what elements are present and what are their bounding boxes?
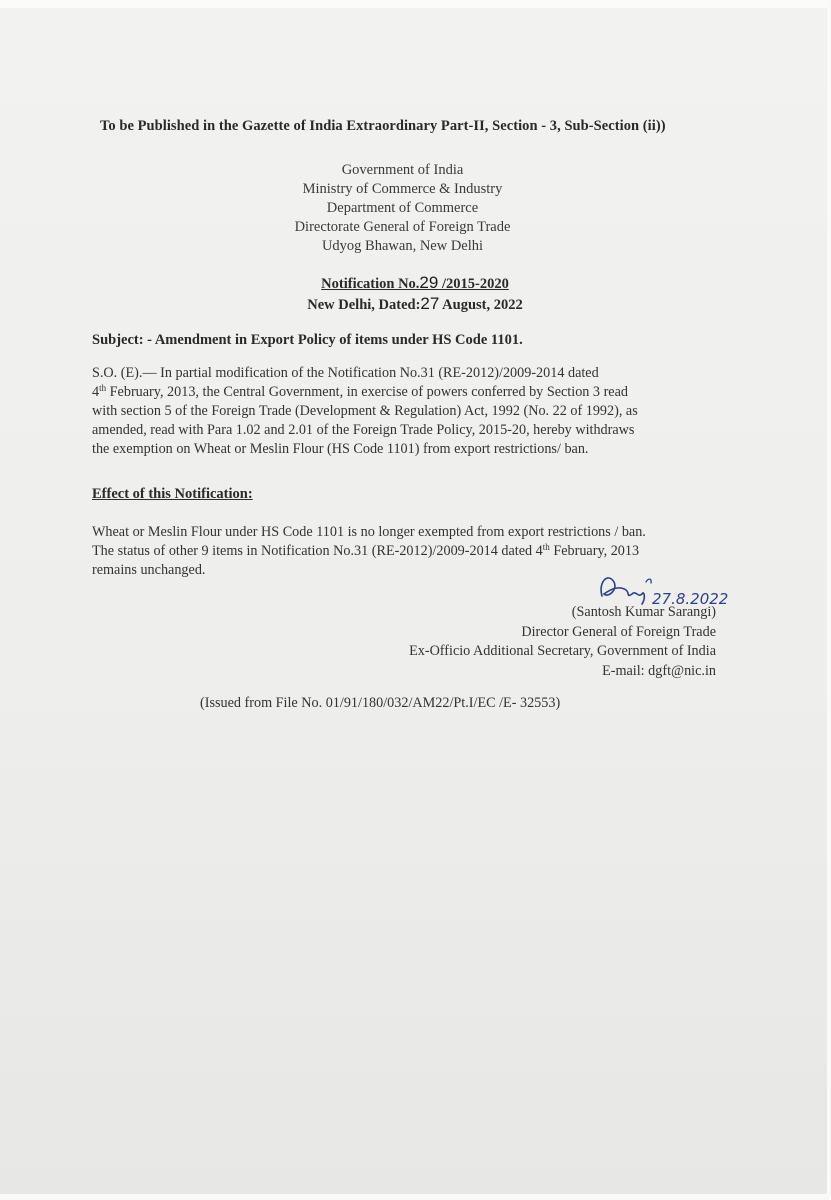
paper-edge-bottom	[0, 1194, 831, 1200]
ordinal-superscript: th	[542, 542, 550, 552]
signatory-block	[409, 603, 716, 681]
signatory-name: (Santosh Kumar Sarangi)	[571, 604, 716, 620]
subject-line: Subject: - Amendment in Export Policy of items under HS Code 1101.	[92, 332, 523, 348]
handwritten-date: 27.8.2022	[652, 590, 729, 608]
effect-line-fragment: The status of other 9 items in Notification No.31 (RE-2012)/2009-2014 dated 4	[92, 543, 543, 559]
authority-line-ministry: Ministry of Commerce & Industry	[302, 181, 503, 197]
notification-date-line	[280, 294, 550, 315]
issued-from-file-line: (Issued from File No. 01/91/180/032/AM22/Pt.I/EC /E- 32553)	[200, 695, 561, 711]
notification-heading	[280, 273, 550, 315]
authority-line-department: Department of Commerce	[326, 200, 479, 216]
body-line: amended, read with Para 1.02 and 2.01 of the Foreign Trade Policy, 2015-20, hereby withdraws	[92, 422, 635, 438]
authority-line-government: Government of India	[341, 162, 464, 178]
body-line-fragment: February, 2013, the Central Government, in exercise of powers conferred by Section 3 read	[106, 384, 628, 400]
paper-edge-right	[827, 0, 831, 1200]
dated-day: 27	[420, 294, 440, 313]
gazette-publication-line: To be Published in the Gazette of India Extraordinary Part-II, Section - 3, Sub-Section (ii))	[100, 118, 666, 134]
effect-heading: Effect of this Notification:	[92, 486, 253, 502]
signatory-designation: Director General of Foreign Trade	[521, 623, 716, 640]
authority-line-address: Udyog Bhawan, New Delhi	[321, 238, 484, 254]
effect-line: remains unchanged.	[92, 562, 206, 578]
body-line: S.O. (E).— In partial modification of the Notification No.31 (RE-2012)/2009-2014 dated	[92, 365, 599, 381]
body-line: the exemption on Wheat or Meslin Flour (HS Code 1101) from export restrictions/ ban.	[92, 441, 589, 457]
effect-line	[92, 542, 732, 561]
notification-period: /2015-2020	[438, 276, 509, 292]
paper-edge-top	[0, 0, 831, 8]
body-paragraph	[92, 364, 720, 459]
body-line: with section 5 of the Foreign Trade (Development & Regulation) Act, 1992 (No. 22 of 1992), as	[92, 403, 638, 419]
effect-line-fragment: February, 2013	[549, 543, 640, 559]
signatory-email: E-mail: dgft@nic.in	[602, 662, 716, 679]
issuing-authority-block	[250, 161, 555, 256]
ordinal-superscript: th	[99, 383, 107, 393]
effect-line: Wheat or Meslin Flour under HS Code 1101 is no longer exempted from export restrictions / ban.	[92, 524, 646, 540]
dated-prefix: New Delhi, Dated:	[307, 297, 421, 313]
notification-prefix: Notification No.	[321, 276, 420, 292]
notification-number-line	[280, 273, 550, 294]
dated-month-year: August, 2022	[439, 297, 523, 313]
authority-line-directorate: Directorate General of Foreign Trade	[294, 219, 511, 235]
body-line-fragment: 4	[92, 384, 100, 400]
signatory-additional-role: Ex-Officio Additional Secretary, Government of India	[409, 643, 716, 659]
body-line	[92, 383, 720, 402]
notification-number: 29	[419, 273, 439, 292]
